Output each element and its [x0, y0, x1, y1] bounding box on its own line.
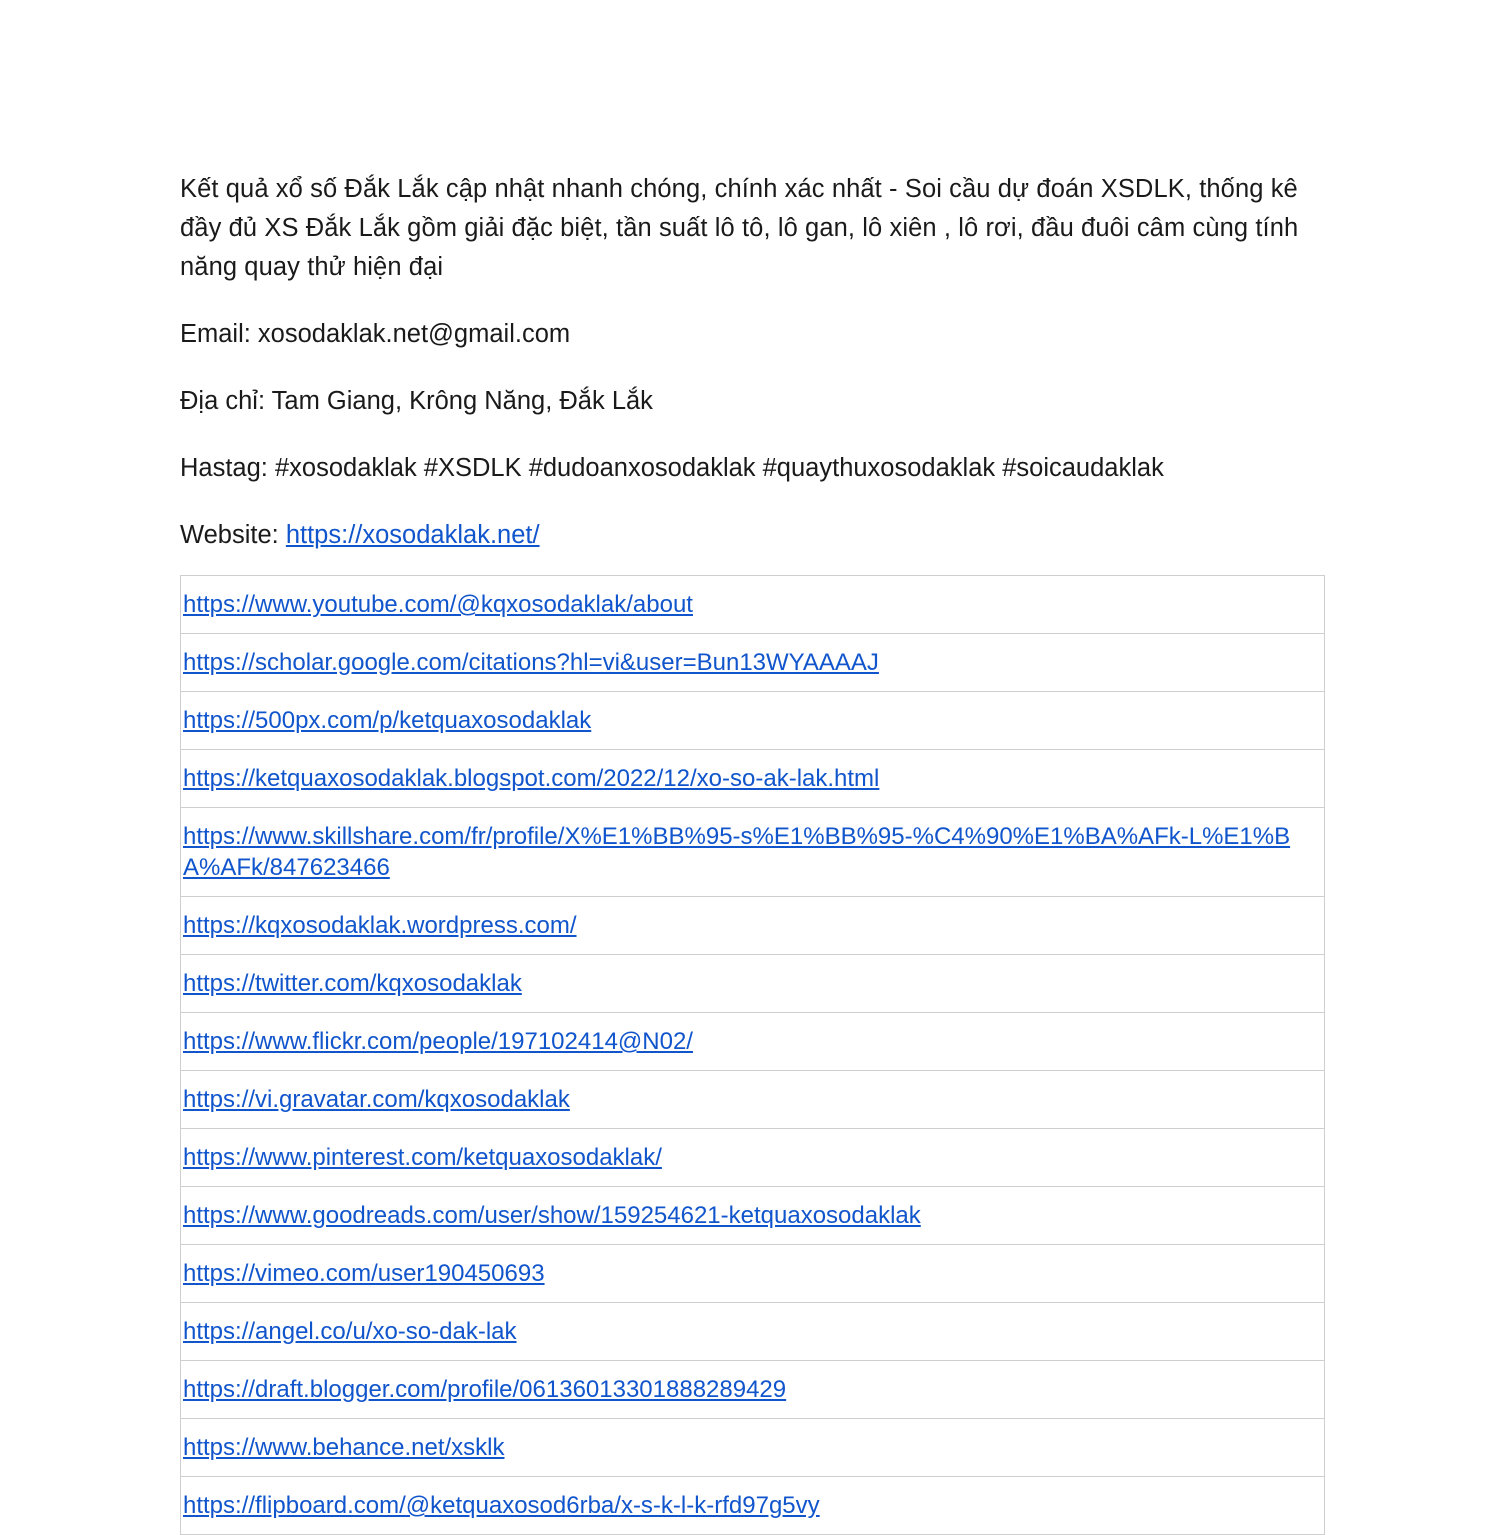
table-row: [181, 692, 1325, 750]
profile-link[interactable]: https://ketquaxosodaklak.blogspot.com/2022/12/xo-so-ak-lak.html: [183, 765, 880, 792]
website-line: [180, 516, 1320, 555]
table-cell: [181, 955, 1325, 1013]
profile-link[interactable]: https://www.goodreads.com/user/show/159254621-ketquaxosodaklak: [183, 1202, 921, 1229]
table-cell: [181, 1477, 1325, 1535]
table-cell: [181, 692, 1325, 750]
table-row: [181, 1129, 1325, 1187]
profile-link[interactable]: https://500px.com/p/ketquaxosodaklak: [183, 707, 592, 734]
table-row: [181, 955, 1325, 1013]
links-table: [180, 575, 1325, 1535]
profile-link[interactable]: https://kqxosodaklak.wordpress.com/: [183, 912, 577, 939]
profile-link[interactable]: https://vimeo.com/user190450693: [183, 1260, 545, 1287]
profile-link[interactable]: https://draft.blogger.com/profile/06136013301888289429: [183, 1376, 787, 1403]
profile-link[interactable]: https://www.behance.net/xsklk: [183, 1434, 505, 1461]
table-cell: [181, 1071, 1325, 1129]
table-row: [181, 1013, 1325, 1071]
hashtag-line: Hastag: #xosodaklak #XSDLK #dudoanxosodaklak #quaythuxosodaklak #soicaudaklak: [180, 454, 1164, 482]
website-link[interactable]: https://xosodaklak.net/: [285, 521, 540, 549]
table-row: [181, 1187, 1325, 1245]
table-row: [181, 1245, 1325, 1303]
table-row: [181, 1361, 1325, 1419]
table-row: [181, 1303, 1325, 1361]
profile-link[interactable]: https://vi.gravatar.com/kqxosodaklak: [183, 1086, 570, 1113]
table-cell: [181, 1361, 1325, 1419]
table-cell: [181, 897, 1325, 955]
table-cell: [181, 750, 1325, 808]
profile-link[interactable]: https://www.skillshare.com/fr/profile/X%E1%BB%95-s%E1%BB%95-%C4%90%E1%BA%AFk-L%E1%BA%AFk/847623466: [183, 823, 1291, 881]
table-cell: [181, 1187, 1325, 1245]
email-line: Email: xosodaklak.net@gmail.com: [180, 320, 571, 348]
table-cell: [181, 1129, 1325, 1187]
website-label: Website:: [180, 521, 286, 549]
profile-link[interactable]: https://angel.co/u/xo-so-dak-lak: [183, 1318, 517, 1345]
table-row: [181, 897, 1325, 955]
profile-link[interactable]: https://www.pinterest.com/ketquaxosodaklak/: [183, 1144, 662, 1171]
table-cell: [181, 1245, 1325, 1303]
table-cell: [181, 1013, 1325, 1071]
profile-link[interactable]: https://flipboard.com/@ketquaxosod6rba/x-s-k-l-k-rfd97g5vy: [183, 1492, 820, 1519]
table-cell: [181, 1303, 1325, 1361]
table-row: [181, 1071, 1325, 1129]
table-cell: [181, 634, 1325, 692]
table-row: [181, 808, 1325, 897]
table-row: [181, 634, 1325, 692]
table-row: [181, 750, 1325, 808]
table-row: [181, 576, 1325, 634]
profile-link[interactable]: https://scholar.google.com/citations?hl=vi&user=Bun13WYAAAAJ: [183, 649, 879, 676]
profile-link[interactable]: https://www.youtube.com/@kqxosodaklak/about: [183, 591, 693, 618]
table-row: [181, 1477, 1325, 1535]
table-row: [181, 1419, 1325, 1477]
profile-link[interactable]: https://twitter.com/kqxosodaklak: [183, 970, 522, 997]
profile-link[interactable]: https://www.flickr.com/people/197102414@N02/: [183, 1028, 693, 1055]
address-line: Địa chỉ: Tam Giang, Krông Năng, Đắk Lắk: [180, 387, 653, 415]
table-cell: [181, 808, 1325, 897]
intro-paragraph: Kết quả xổ số Đắk Lắk cập nhật nhanh chóng, chính xác nhất - Soi cầu dự đoán XSDLK, thống kê đầy đủ XS Đắk Lắk gồm giải đặc biệt, tần suất lô tô, lô gan, lô xiên , lô rơi, đầu đuôi câm cùng tính năng quay thử hiện đại: [180, 175, 1299, 281]
table-cell: [181, 576, 1325, 634]
table-cell: [181, 1419, 1325, 1477]
